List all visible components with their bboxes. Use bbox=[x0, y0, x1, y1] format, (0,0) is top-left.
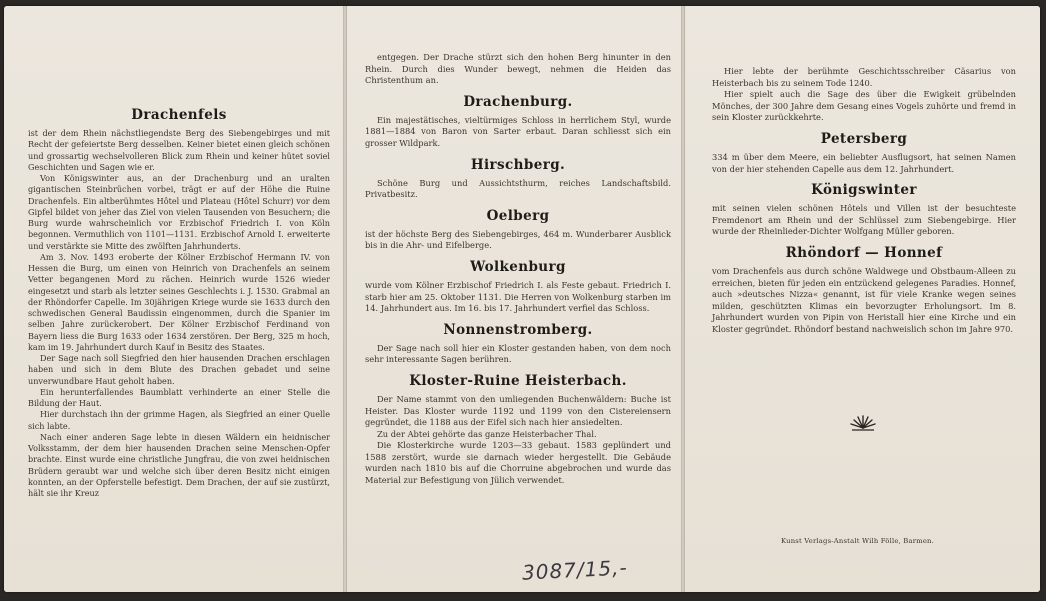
publisher-imprint: Kunst Verlags-Anstalt Wilh Fölle, Barmen. bbox=[781, 537, 934, 545]
paragraph: Am 3. Nov. 1493 eroberte der Kölner Erzbischof Hermann IV. von Hessen die Burg, um einen von Heinrich von Drachenfels an seinem Vetter begangenen Mord zu rächen. Heinrich wurde 1526 wieder eingesetzt und starb als letzter seines Geschlechts i. J. 1530. Grabmal an der Rhöndorfer Capelle. Im 30jährigen Kriege wurde sie 1633 durch den schwedischen General Baudissin eingenommen, durch die Spanier im selben Jahre zurückerobert. Der Kölner Erzbischof Ferdinand von Bayern liess die Burg 1633 oder 1634 zerstören. Der Berg, 325 m hoch, kam im 19. Jahrhundert durch Kauf in Besitz des Staates. bbox=[28, 251, 330, 352]
heading-kloster-ruine-heisterbach: Kloster-Ruine Heisterbach. bbox=[409, 372, 627, 389]
heading-drachenburg: Drachenburg. bbox=[463, 93, 573, 110]
paragraph: Nach einer anderen Sage lebte in diesen Wäldern ein heidnischer Volksstamm, der dem hier hausenden Drachen seine Menschen-Opfer brachte. Einst wurde eine christliche Jungfrau, die von zwei heidnischen Brüdern geraubt war und welche sich über deren Besitz nicht einigen konnten, an der Opferstelle befestigt. Dem Drachen, der auf sie zustürzt, hält sie ihr Kreuz bbox=[28, 431, 330, 498]
paragraph: Hier durchstach ihn der grimme Hagen, als Siegfried an einer Quelle sich labte. bbox=[28, 409, 330, 431]
heading-hirschberg: Hirschberg. bbox=[470, 156, 566, 173]
paragraph: ist der höchste Berg des Siebengebirges, 464 m. Wunderbarer Ausblick bis in die Ahr- und Eifelberge. bbox=[365, 228, 671, 251]
heading-nonnenstromberg: Nonnenstromberg. bbox=[443, 321, 593, 338]
paragraph: 334 m über dem Meere, ein beliebter Ausflugsort, hat seinen Namen von der hier stehenden Capelle aus dem 12. Jahrhundert. bbox=[712, 151, 1016, 174]
paragraph: Die Klosterkirche wurde 1203—33 gebaut. 1583 geplündert und 1588 zerstört, wurde sie darnach wieder hergestellt. Die Gebäude wurden nach 1810 bis auf die Chorruine abgebrochen und wurde das Material zur Befestigung von Jülich verwendet. bbox=[365, 440, 671, 486]
paragraph: ist der dem Rhein nächstliegendste Berg des Siebengebirges und mit Recht der gefeiertste Berg desselben. Keiner bietet einen gleich schönen und grossartig wechselvolleren Blick zum Rhein und keiner hütet soviel Geschichten und Sagen wie er. bbox=[28, 128, 330, 172]
heading-petersberg: Petersberg bbox=[820, 130, 908, 147]
paragraph: Der Name stammt von den umliegenden Buchenwäldern: Buche ist Heister. Das Kloster wurde 1192 und 1199 von den Cistereiensern gegründet, die 1188 aus der Eifel sich nach hier ansiedelten. bbox=[365, 393, 671, 428]
panel-2-column bbox=[365, 52, 671, 487]
paragraph: entgegen. Der Drache stürzt sich den hohen Berg hinunter in den Rhein. Durch dies Wunder bewegt, nehmen die Heiden das Christenthum an. bbox=[365, 52, 671, 86]
paragraph: Schöne Burg und Aussichtsthurm, reiches Landschaftsbild. Privatbesitz. bbox=[365, 177, 671, 200]
panel-castles bbox=[347, 6, 682, 592]
paragraph: Hier lebte der berühmte Geschichtsschreiber Cäsarius von Heisterbach bis zu seinem Tode 1240. bbox=[712, 66, 1016, 88]
fold-line bbox=[681, 6, 685, 592]
fan-ornament-icon bbox=[846, 412, 880, 432]
heading-wolkenburg: Wolkenburg bbox=[470, 258, 566, 275]
heading-drachenfels: Drachenfels bbox=[131, 107, 227, 123]
panel-1-column bbox=[28, 107, 330, 499]
brochure-sheet bbox=[4, 6, 1040, 592]
paragraph: mit seinen vielen schönen Hôtels und Villen ist der besuchteste Fremdenort am Rhein und der Schlüssel zum Siebengebirge. Hier wurde der Rheinlieder-Dichter Wolfgang Müller geboren. bbox=[712, 203, 1016, 237]
paragraph: Der Sage nach soll Siegfried den hier hausenden Drachen erschlagen haben und sich in dem Blute des Drachen gebadet und seine unverwundbare Haut geholt haben. bbox=[28, 353, 330, 386]
paragraph: Hier spielt auch die Sage des über die Ewigkeit grübelnden Mönches, der 300 Jahre dem Gesang eines Vogels zuhörte und fremd in sein Kloster zurückkehrte. bbox=[712, 89, 1016, 123]
paragraph: wurde vom Kölner Erzbischof Friedrich I. als Feste gebaut. Friedrich I. starb hier am 25. Oktober 1131. Die Herren von Wolkenburg starben im 14. Jahrhundert aus. Im 16. bis 17. Jahrhundert verfiel das Schloss. bbox=[365, 279, 671, 314]
paragraph: Ein majestätisches, vieltürmiges Schloss in herrlichem Styl, wurde 1881—1884 von Baron von Sarter erbaut. Daran schliesst sich ein grosser Wildpark. bbox=[365, 114, 671, 148]
heading-koenigswinter: Königswinter bbox=[811, 182, 917, 199]
paragraph: Von Königswinter aus, an der Drachenburg und an uralten gigantischen Steinbrüchen vorbei, trägt er auf der Höhe die Ruine Drachenfels. Ein altberühmtes Hôtel und Plateau (Hôtel Schurr) vor dem Gipfel bildet von jeher das Ziel von vielen Tausenden von Besuchern; die Burg wurde wahrscheinlich vor Erzbischof Friedrich I. von Köln begonnen. Vermuthlich von 1101—1131. Erzbischof Arnold I. erweiterte und verstärkte sie Mitte des zwölften Jahrhunderts. bbox=[28, 173, 330, 251]
panel-surroundings bbox=[686, 6, 1040, 592]
paragraph: vom Drachenfels aus durch schöne Waldwege und Obstbaum-Alleen zu erreichen, bieten für jeden ein entzückend gelegenes Paradies. Honnef, auch »deutsches Nizza« genannt, ist für viele Kranke wegen seines milden, geschützten Klimas ein bevorzugter Erholungsort. Im 8. Jahrhundert wurden von Pipin von Heristall hier eine Kirche und ein Kloster gegründet. Rhöndorf bestand nachweislich schon im Jahre 970. bbox=[712, 265, 1016, 334]
paragraph: Zu der Abtei gehörte das ganze Heisterbacher Thal. bbox=[377, 428, 597, 439]
panel-drachenfels bbox=[4, 6, 344, 592]
paragraph: Der Sage nach soll hier ein Kloster gestanden haben, von dem noch sehr interessante Sagen berühren. bbox=[365, 342, 671, 365]
handwritten-price-note: 3087/15,- bbox=[521, 555, 629, 585]
heading-rhoendorf-honnef: Rhöndorf — Honnef bbox=[785, 244, 943, 261]
paragraph: Ein herunterfallendes Baumblatt verhinderte an einer Stelle die Bildung der Haut. bbox=[28, 386, 330, 408]
panel-3-column bbox=[712, 66, 1016, 336]
heading-oelberg: Oelberg bbox=[486, 207, 550, 224]
